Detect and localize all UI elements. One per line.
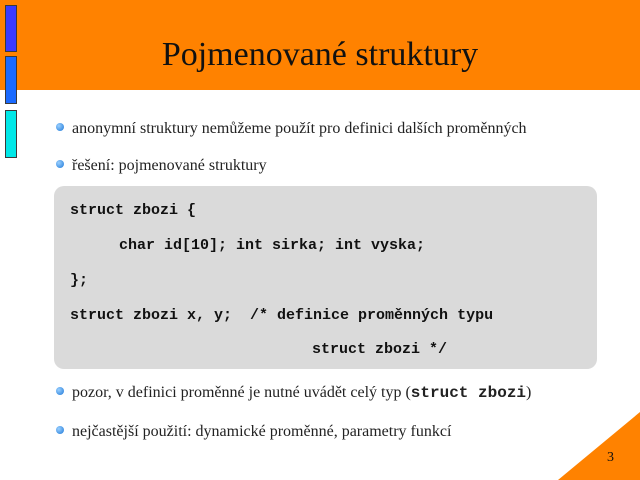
bullet-item-1 [56, 120, 527, 138]
corner-decoration [558, 412, 640, 480]
bullet-dot-icon [56, 387, 64, 395]
code-block [54, 186, 597, 369]
bullet-text-2: řešení: pojmenované struktury [72, 157, 267, 174]
bullet-text-4: nejčastější použití: dynamické proměnné, parametry funkcí [72, 423, 452, 440]
bullet-text-3-after: ) [526, 384, 532, 401]
slide-title: Pojmenované struktury [161, 36, 479, 73]
page-number: 3 [607, 450, 614, 465]
bullet-dot-icon [56, 123, 64, 131]
code-line-3: }; [70, 272, 89, 289]
bullet-item-4 [56, 423, 451, 441]
code-line-5: struct zbozi */ [312, 341, 448, 358]
bullet-dot-icon [56, 160, 64, 168]
code-line-4: struct zbozi x, y; /* definice proměnných typu [70, 307, 494, 324]
bullet-text-3-before: pozor, v definici proměnné je nutné uvádět celý typ ( [72, 384, 411, 401]
bullet-item-2 [56, 157, 267, 175]
code-line-2: char id[10]; int sirka; int vyska; [119, 237, 426, 254]
bullet-text-3-code: struct zbozi [410, 384, 527, 402]
code-line-1: struct zbozi { [70, 202, 197, 219]
bullet-item-3 [56, 384, 531, 402]
bullet-dot-icon [56, 426, 64, 434]
decor-block-cyan [5, 110, 17, 158]
bullet-text-1: anonymní struktury nemůžeme použít pro definici dalších proměnných [72, 120, 527, 137]
